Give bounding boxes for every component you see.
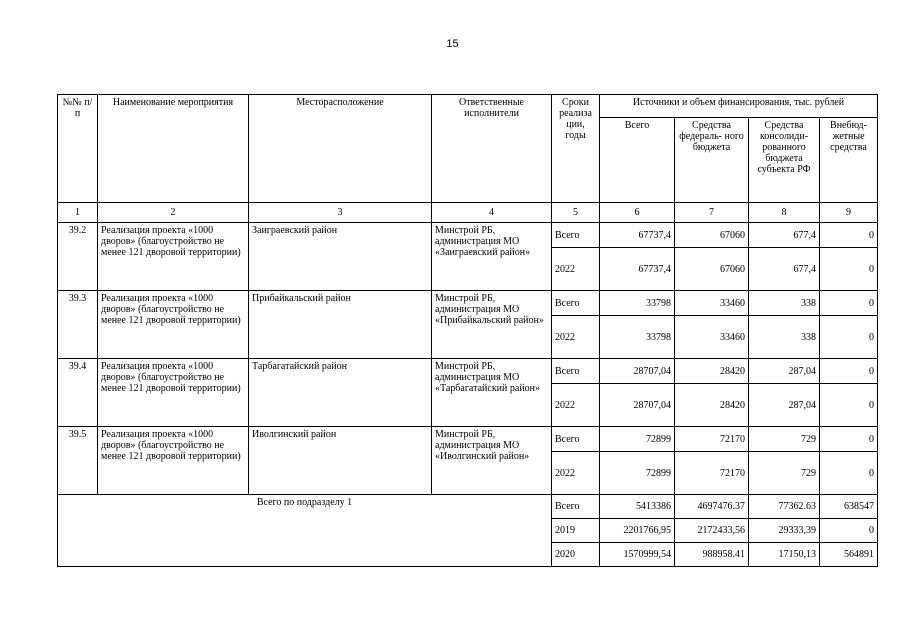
header-federal: Средства федераль- ного бюджета [675,118,749,203]
header-extra: Внебюд- жетные средства [820,118,878,203]
financing-table [57,94,878,567]
row-name: Реализация проекта «1000 дворов» (благоустройство не менее 121 дворовой территории) [98,427,249,495]
column-number: 3 [249,203,432,223]
header-name: Наименование мероприятия [98,95,249,203]
row-federal: 28420 [675,384,749,427]
totals-federal: 4697476.37 [675,495,749,519]
header-responsible: Ответственные исполнители [432,95,552,203]
row-regional: 287,04 [749,384,820,427]
row-federal: 67060 [675,248,749,291]
totals-federal: 988958.41 [675,543,749,567]
totals-extra: 0 [820,519,878,543]
row-total: 28707,04 [600,384,675,427]
row-period: Всего [552,427,600,452]
row-location: Прибайкальский район [249,291,432,359]
row-num: 39.5 [58,427,98,495]
totals-period: Всего [552,495,600,519]
row-responsible: Минстрой РБ, администрация МО «Прибайкальский район» [432,291,552,359]
row-location: Иволгинский район [249,427,432,495]
column-number: 1 [58,203,98,223]
totals-total: 5413386 [600,495,675,519]
row-total: 72899 [600,452,675,495]
table-row [58,291,878,316]
row-location: Заиграевский район [249,223,432,291]
row-regional: 677,4 [749,248,820,291]
row-period: Всего [552,291,600,316]
column-number: 9 [820,203,878,223]
totals-total: 1570999,54 [600,543,675,567]
row-name: Реализация проекта «1000 дворов» (благоустройство не менее 121 дворовой территории) [98,223,249,291]
column-number: 6 [600,203,675,223]
column-numbers-row [58,203,878,223]
row-name: Реализация проекта «1000 дворов» (благоустройство не менее 121 дворовой территории) [98,359,249,427]
row-federal: 67060 [675,223,749,248]
column-number: 8 [749,203,820,223]
row-regional: 677,4 [749,223,820,248]
totals-extra: 564891 [820,543,878,567]
header-location: Месторасположение [249,95,432,203]
column-number: 5 [552,203,600,223]
totals-regional: 77362.63 [749,495,820,519]
row-total: 67737,4 [600,223,675,248]
totals-federal: 2172433,56 [675,519,749,543]
row-extra: 0 [820,384,878,427]
row-num: 39.4 [58,359,98,427]
column-number: 7 [675,203,749,223]
row-federal: 28420 [675,359,749,384]
row-extra: 0 [820,452,878,495]
totals-label: Всего по подразделу 1 [58,495,552,567]
row-period: 2022 [552,384,600,427]
row-regional: 287,04 [749,359,820,384]
row-period: Всего [552,223,600,248]
totals-period: 2020 [552,543,600,567]
row-total: 33798 [600,316,675,359]
column-number: 4 [432,203,552,223]
row-total: 33798 [600,291,675,316]
table-row [58,427,878,452]
row-regional: 338 [749,316,820,359]
row-num: 39.3 [58,291,98,359]
row-responsible: Минстрой РБ, администрация МО «Тарбагатайский район» [432,359,552,427]
row-period: 2022 [552,316,600,359]
row-location: Тарбагатайский район [249,359,432,427]
row-regional: 729 [749,427,820,452]
header-row [58,95,878,118]
header-regional: Средства консолиди- рованного бюджета субъекта РФ [749,118,820,203]
row-federal: 72170 [675,452,749,495]
row-num: 39.2 [58,223,98,291]
row-extra: 0 [820,248,878,291]
totals-period: 2019 [552,519,600,543]
column-number: 2 [98,203,249,223]
row-extra: 0 [820,359,878,384]
row-regional: 729 [749,452,820,495]
row-federal: 33460 [675,291,749,316]
table-row [58,223,878,248]
header-terms: Сроки реализа ции, годы [552,95,600,203]
row-extra: 0 [820,427,878,452]
totals-regional: 29333,39 [749,519,820,543]
row-federal: 33460 [675,316,749,359]
row-federal: 72170 [675,427,749,452]
row-total: 72899 [600,427,675,452]
row-responsible: Минстрой РБ, администрация МО «Иволгинский район» [432,427,552,495]
row-period: 2022 [552,452,600,495]
row-total: 67737,4 [600,248,675,291]
row-name: Реализация проекта «1000 дворов» (благоустройство не менее 121 дворовой территории) [98,291,249,359]
header-sources: Источники и объем финансирования, тыс. рублей [600,95,878,118]
header-total: Всего [600,118,675,203]
row-period: Всего [552,359,600,384]
totals-regional: 17150,13 [749,543,820,567]
totals-row [58,495,878,519]
row-total: 28707,04 [600,359,675,384]
table-row [58,359,878,384]
totals-total: 2201766,95 [600,519,675,543]
row-period: 2022 [552,248,600,291]
header-num: №№ п/п [58,95,98,203]
row-regional: 338 [749,291,820,316]
row-responsible: Минстрой РБ, администрация МО «Заиграевский район» [432,223,552,291]
page-number: 15 [446,38,459,50]
row-extra: 0 [820,316,878,359]
row-extra: 0 [820,291,878,316]
totals-extra: 638547 [820,495,878,519]
row-extra: 0 [820,223,878,248]
